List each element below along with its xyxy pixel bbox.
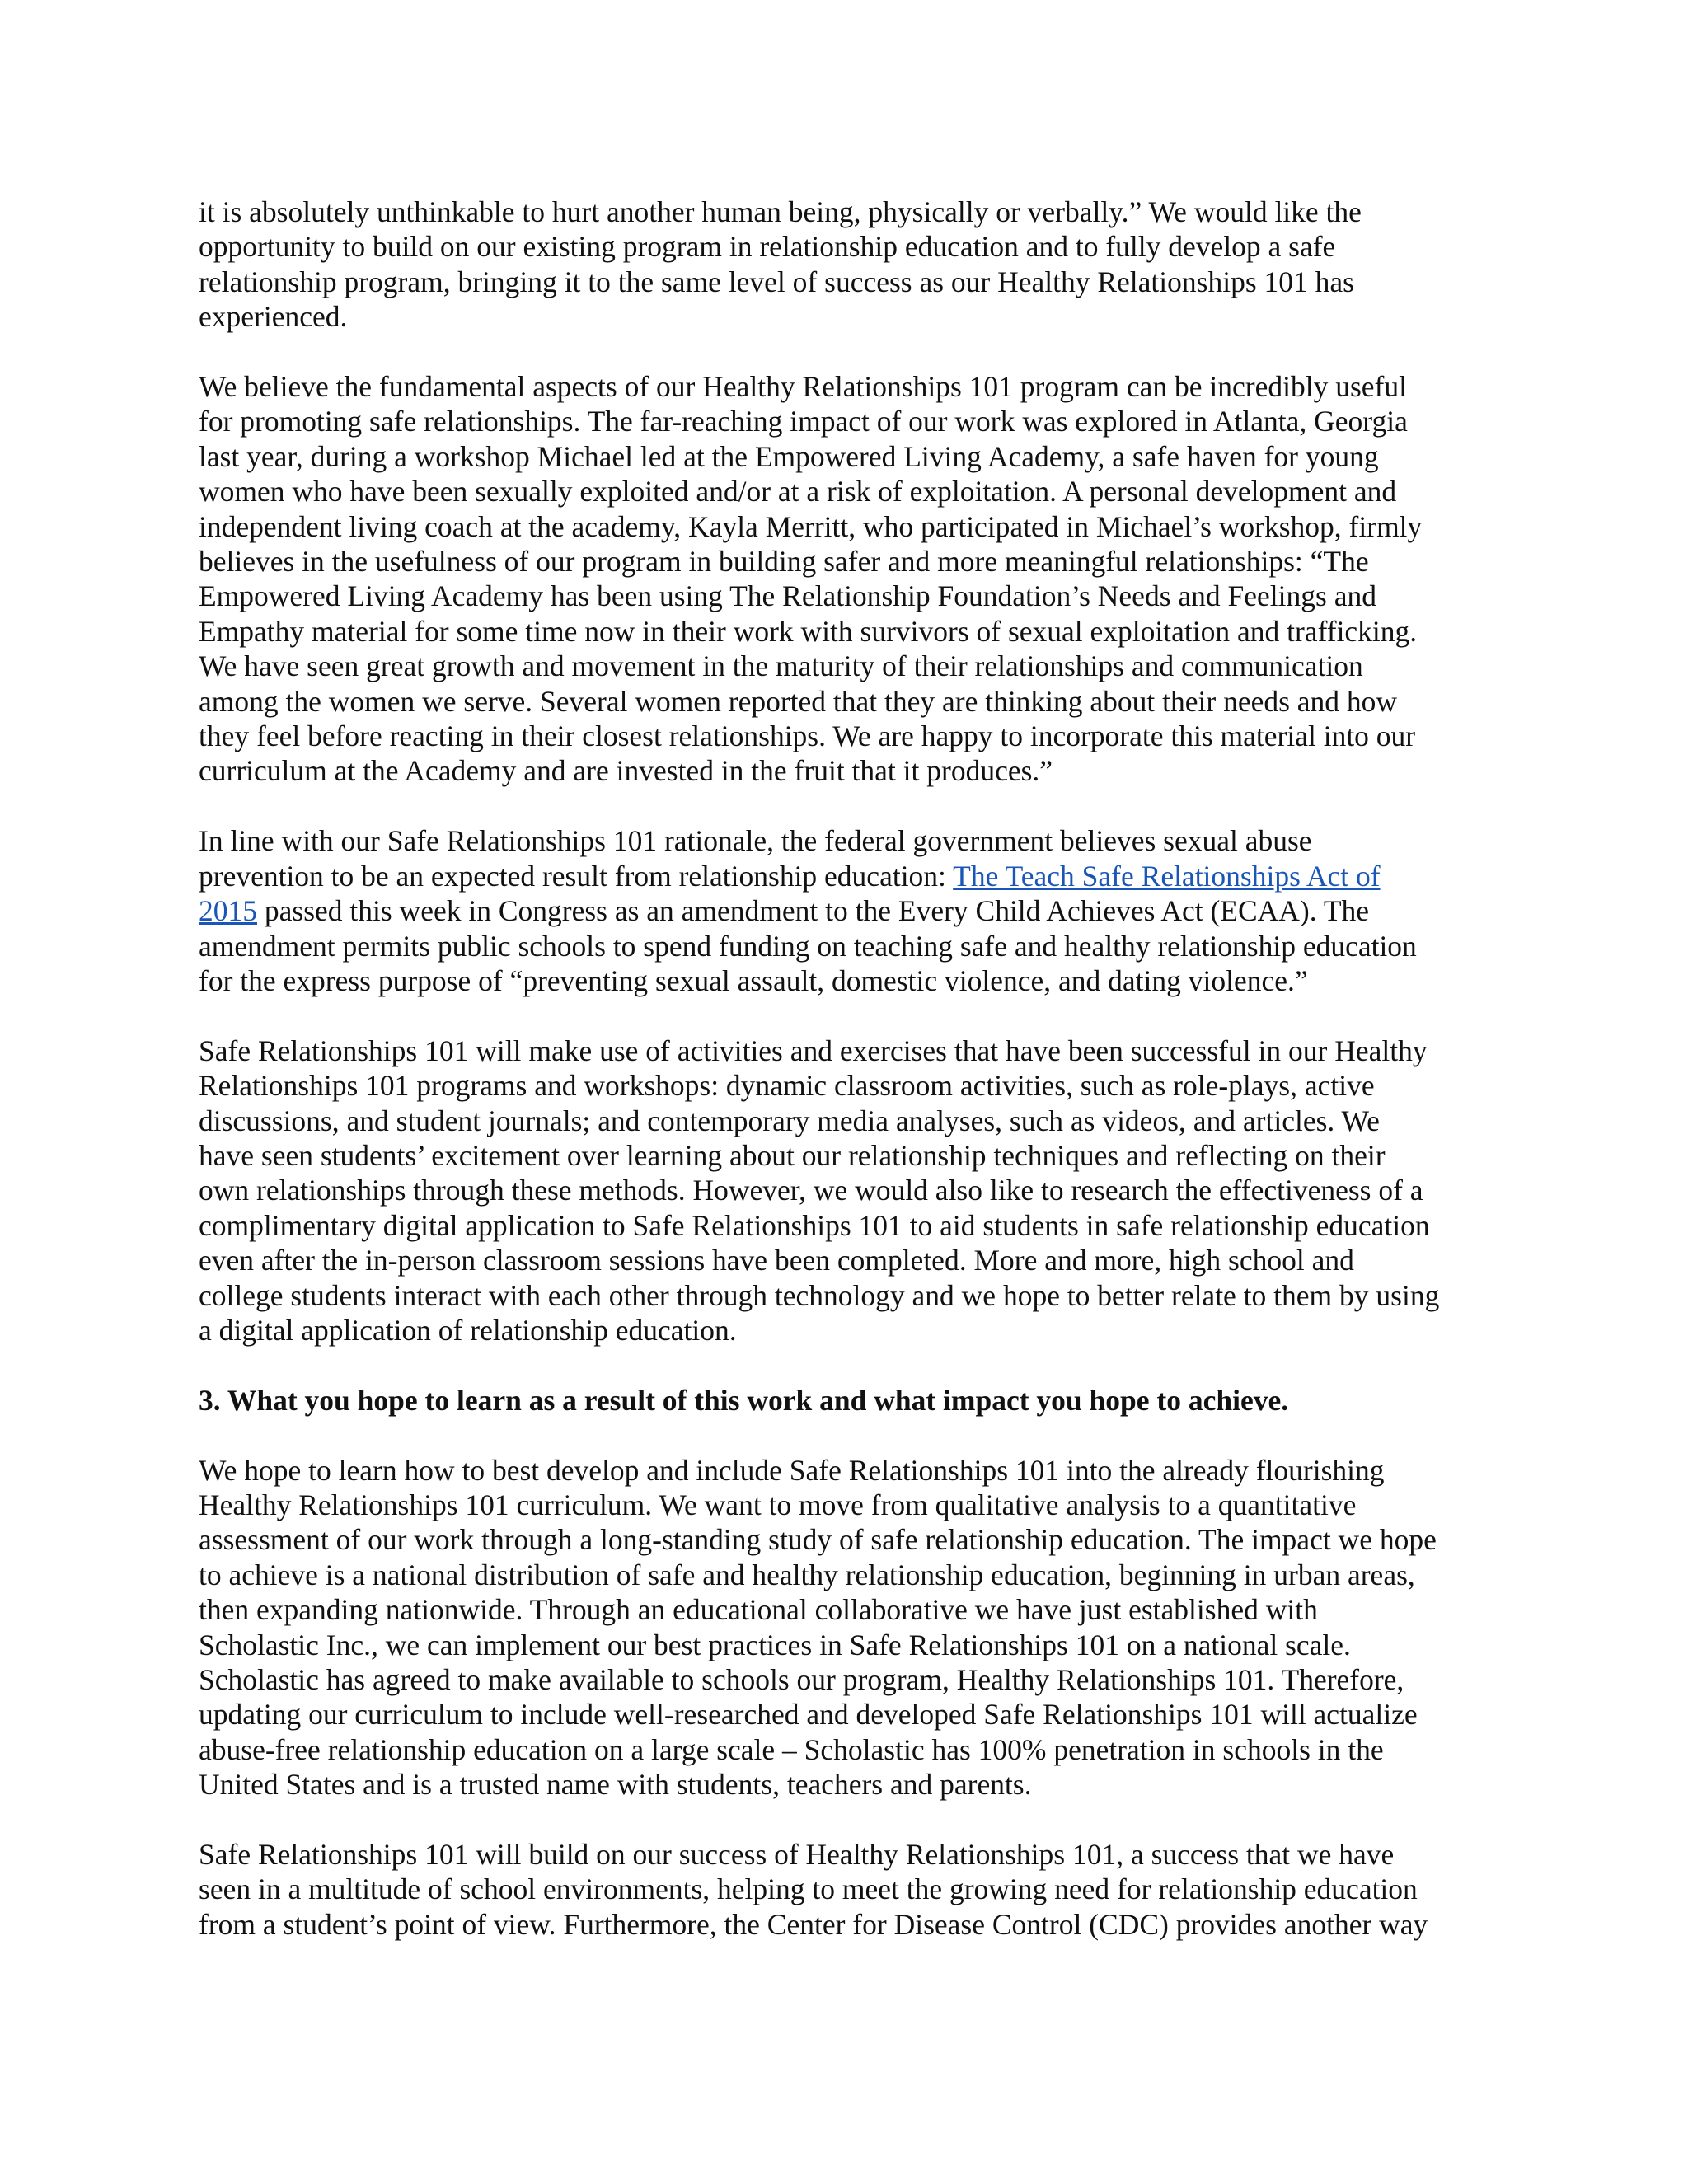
text-line: for promoting safe relationships. The far-reaching impact of our work was explored in Atlanta, Georgia: [199, 405, 1408, 438]
text-line: United States and is a trusted name with students, teachers and parents.: [199, 1768, 1032, 1802]
text-line: Relationships 101 programs and workshops: dynamic classroom activities, such as role-plays, active: [199, 1069, 1375, 1103]
text-line: experienced.: [199, 300, 348, 334]
text-segment: prevention to be an expected result from relationship education:: [199, 859, 954, 893]
text-line: college students interact with each other through technology and we hope to better relate to them by using: [199, 1278, 1440, 1312]
text-line: believes in the usefulness of our program in building safer and more meaningful relationships: “The: [199, 545, 1369, 579]
text-line: have seen students’ excitement over learning about our relationship techniques and reflecting on their: [199, 1138, 1386, 1172]
text-line: it is absolutely unthinkable to hurt another human being, physically or verbally.” We would like the: [199, 195, 1362, 228]
text-line: to achieve is a national distribution of safe and healthy relationship education, beginning in urban areas,: [199, 1558, 1415, 1591]
teach-safe-relationships-act-link[interactable]: The Teach Safe Relationships Act of: [953, 859, 1381, 893]
text-line: women who have been sexually exploited and/or at a risk of exploitation. A personal development and: [199, 475, 1397, 509]
paragraph-4: [199, 1033, 1497, 1348]
text-line: they feel before reacting in their closest relationships. We are happy to incorporate this material into our: [199, 719, 1416, 753]
text-line: Scholastic has agreed to make available to schools our program, Healthy Relationships 101. Therefore,: [199, 1662, 1404, 1696]
text-line: seen in a multitude of school environments, helping to meet the growing need for relationship education: [199, 1872, 1418, 1906]
paragraph-3: [199, 823, 1497, 998]
text-line: Empowered Living Academy has been using The Relationship Foundation’s Needs and Feelings and: [199, 579, 1376, 613]
text-line: complimentary digital application to Safe Relationships 101 to aid students in safe relationship education: [199, 1208, 1430, 1242]
text-line: [199, 859, 1497, 893]
text-line: In line with our Safe Relationships 101 rationale, the federal government believes sexual abuse: [199, 824, 1312, 858]
text-line: Safe Relationships 101 will build on our success of Healthy Relationships 101, a success that we have: [199, 1838, 1395, 1871]
paragraph-5: [199, 1453, 1497, 1802]
text-line: a digital application of relationship education.: [199, 1313, 737, 1347]
text-line: among the women we serve. Several women reported that they are thinking about their needs and how: [199, 684, 1398, 718]
text-line: Safe Relationships 101 will make use of activities and exercises that have been successful in our Healthy: [199, 1033, 1428, 1067]
text-segment: passed this week in Congress as an amendment to the Every Child Achieves Act (ECAA). The: [257, 894, 1370, 928]
text-line: relationship program, bringing it to the same level of success as our Healthy Relationships 101 has: [199, 265, 1354, 298]
paragraph-2: [199, 369, 1497, 789]
text-line: last year, during a workshop Michael led at the Empowered Living Academy, a safe haven for young: [199, 439, 1379, 473]
text-line: curriculum at the Academy and are invested in the fruit that it produces.”: [199, 754, 1053, 788]
text-line: independent living coach at the academy, Kayla Merritt, who participated in Michael’s workshop, firmly: [199, 509, 1423, 543]
text-line: then expanding nationwide. Through an educational collaborative we have just established with: [199, 1593, 1318, 1627]
text-line: even after the in-person classroom sessions have been completed. More and more, high school and: [199, 1244, 1354, 1277]
text-line: assessment of our work through a long-standing study of safe relationship education. The impact we hope: [199, 1523, 1437, 1557]
text-line: Empathy material for some time now in their work with survivors of sexual exploitation and trafficking.: [199, 614, 1418, 648]
text-line: from a student’s point of view. Furthermore, the Center for Disease Control (CDC) provides another way: [199, 1907, 1428, 1941]
document-body: [199, 194, 1497, 1977]
heading-text: 3. What you hope to learn as a result of this work and what impact you hope to achieve.: [199, 1383, 1289, 1417]
text-line: amendment permits public schools to spend funding on teaching safe and healthy relationship education: [199, 929, 1417, 963]
text-line: Healthy Relationships 101 curriculum. We want to move from qualitative analysis to a quantitative: [199, 1488, 1357, 1521]
text-line: discussions, and student journals; and contemporary media analyses, such as videos, and articles. We: [199, 1104, 1380, 1137]
text-line: Scholastic Inc., we can implement our best practices in Safe Relationships 101 on a national scale.: [199, 1628, 1351, 1661]
text-line: [199, 893, 1497, 928]
text-line: for the express purpose of “preventing sexual assault, domestic violence, and dating violence.”: [199, 963, 1308, 997]
paragraph-6: [199, 1837, 1497, 1942]
text-line: opportunity to build on our existing program in relationship education and to fully develop a safe: [199, 230, 1336, 264]
text-line: We have seen great growth and movement in the maturity of their relationships and communication: [199, 649, 1363, 683]
text-line: We believe the fundamental aspects of our Healthy Relationships 101 program can be incredibly useful: [199, 370, 1407, 404]
paragraph-1: [199, 194, 1497, 335]
section-heading: [199, 1383, 1497, 1418]
text-line: We hope to learn how to best develop and include Safe Relationships 101 into the already flourishing: [199, 1453, 1385, 1487]
text-line: updating our curriculum to include well-researched and developed Safe Relationships 101 will actualize: [199, 1698, 1418, 1732]
text-line: own relationships through these methods. However, we would also like to research the effectiveness of a: [199, 1174, 1423, 1207]
text-line: abuse-free relationship education on a large scale – Scholastic has 100% penetration in schools in the: [199, 1732, 1384, 1766]
teach-safe-relationships-act-link-continued[interactable]: 2015: [199, 894, 257, 928]
